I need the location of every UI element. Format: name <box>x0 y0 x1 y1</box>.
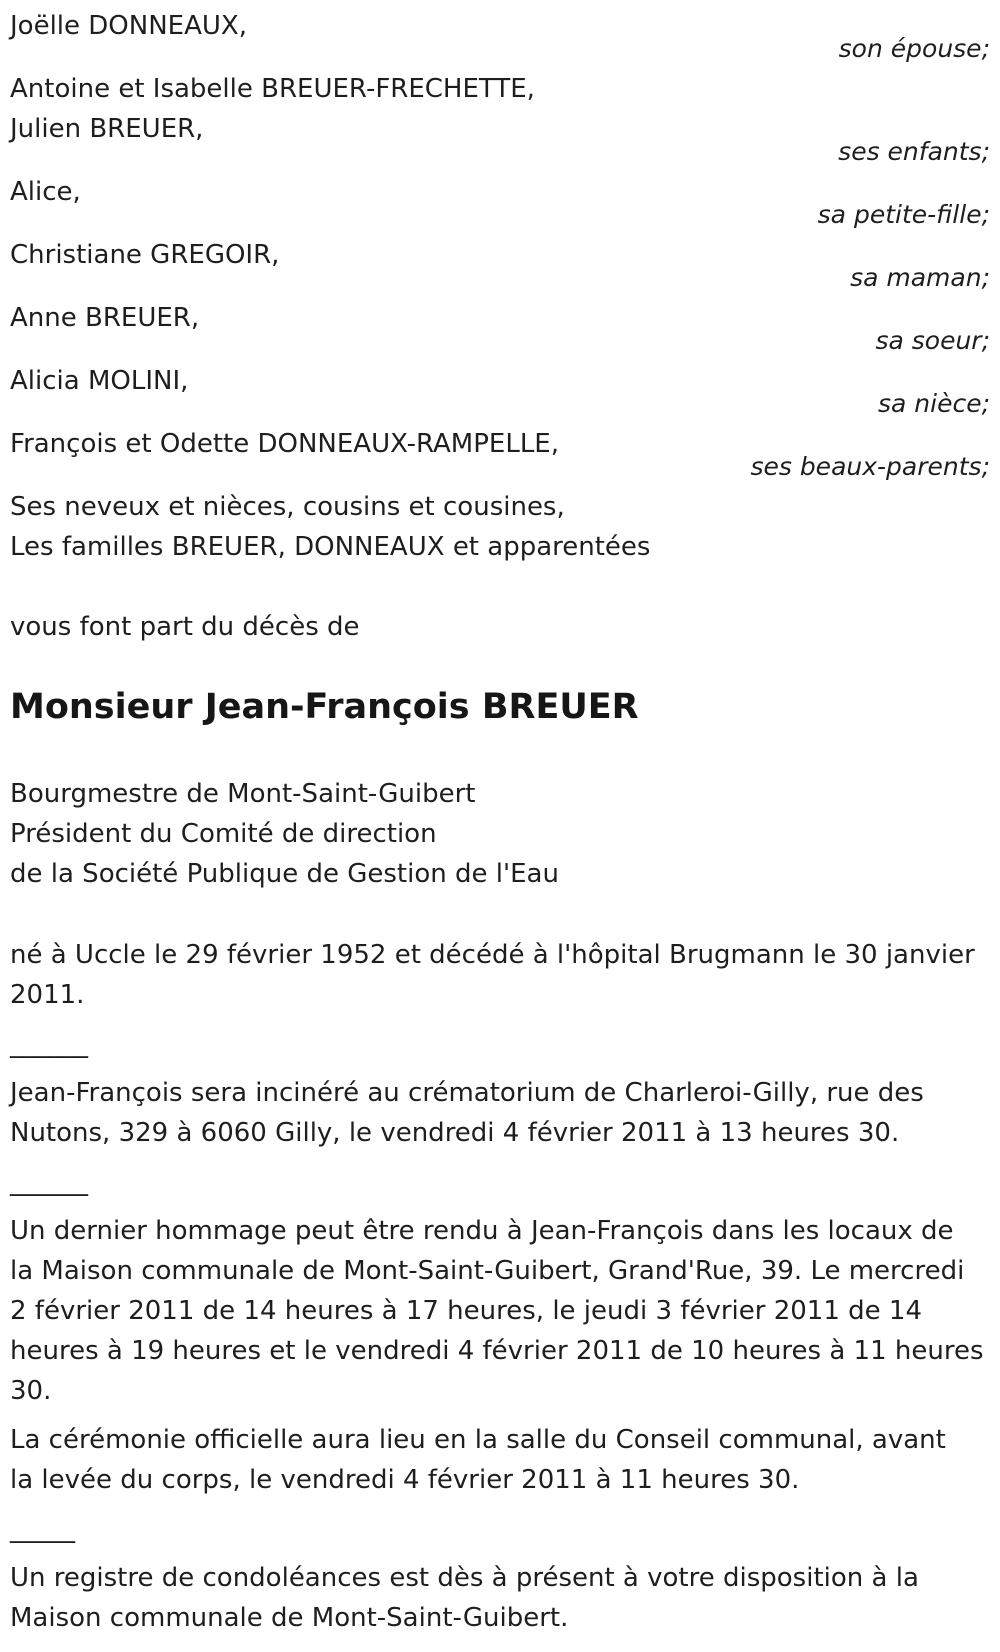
family-relation: sa petite-fille; <box>817 200 990 229</box>
paragraph-line: la Maison communale de Mont-Saint-Guibert, Grand'Rue, 39. Le mercredi <box>10 1256 965 1286</box>
family-relation: ses enfants; <box>838 137 990 166</box>
paragraph-line: Maison communale de Mont-Saint-Guibert. <box>10 1603 569 1633</box>
paragraph-line: Nutons, 329 à 6060 Gilly, le vendredi 4 février 2011 à 13 heures 30. <box>10 1118 900 1148</box>
family-member-name: Anne BREUER, <box>10 303 200 333</box>
family-member-name: Julien BREUER, <box>10 114 204 144</box>
family-group-niece <box>10 361 990 417</box>
announcement-text: vous font part du décès de <box>10 612 360 642</box>
family-relation: sa soeur; <box>875 326 990 355</box>
family-member-name: Alice, <box>10 177 81 207</box>
extended-family-line: Les familles BREUER, DONNEAUX et apparentées <box>10 532 651 562</box>
family-member-name: Antoine et Isabelle BREUER-FRECHETTE, <box>10 74 535 104</box>
extended-family-line: Ses neveux et nièces, cousins et cousines, <box>10 492 565 522</box>
birth-death-paragraph <box>10 935 990 1015</box>
family-member-name: François et Odette DONNEAUX-RAMPELLE, <box>10 429 559 459</box>
ceremony-paragraph <box>10 1420 990 1500</box>
family-relation: sa nièce; <box>877 389 990 418</box>
deceased-title-line: de la Société Publique de Gestion de l'Eau <box>10 859 559 889</box>
family-group-children <box>10 69 990 165</box>
family-member-name: Joëlle DONNEAUX, <box>10 11 247 41</box>
paragraph-line: heures à 19 heures et le vendredi 4 février 2011 de 10 heures à 11 heures <box>10 1336 984 1366</box>
deceased-name: Monsieur Jean-François BREUER <box>10 687 639 727</box>
tribute-paragraph <box>10 1211 990 1411</box>
family-group-spouse <box>10 6 990 62</box>
condolences-paragraph <box>10 1558 990 1638</box>
family-relation: ses beaux-parents; <box>750 452 990 481</box>
paragraph-line: Un registre de condoléances est dès à présent à votre disposition à la <box>10 1563 919 1593</box>
paragraph-line: la levée du corps, le vendredi 4 février 2011 à 11 heures 30. <box>10 1465 800 1495</box>
family-group-granddaughter <box>10 172 990 228</box>
family-relation: son épouse; <box>838 34 990 63</box>
deceased-title-line: Président du Comité de direction <box>10 819 437 849</box>
paragraph-line: 2011. <box>10 980 85 1010</box>
deceased-titles <box>10 774 990 894</box>
family-group-sister <box>10 298 990 354</box>
separator: ______ <box>10 1167 88 1197</box>
separator: ______ <box>10 1029 88 1059</box>
family-list <box>10 6 990 480</box>
paragraph-line: Un dernier hommage peut être rendu à Jean-François dans les locaux de <box>10 1216 954 1246</box>
paragraph-line: La cérémonie officielle aura lieu en la salle du Conseil communal, avant <box>10 1425 946 1455</box>
deceased-title-line: Bourgmestre de Mont-Saint-Guibert <box>10 779 476 809</box>
paragraph-line: 2 février 2011 de 14 heures à 17 heures, le jeudi 3 février 2011 de 14 <box>10 1296 922 1326</box>
paragraph-line: 30. <box>10 1376 52 1406</box>
family-member-name: Alicia MOLINI, <box>10 366 189 396</box>
paragraph-line: né à Uccle le 29 février 1952 et décédé à l'hôpital Brugmann le 30 janvier <box>10 940 975 970</box>
family-group-mother <box>10 235 990 291</box>
family-relation: sa maman; <box>850 263 990 292</box>
family-member-name: Christiane GREGOIR, <box>10 240 280 270</box>
cremation-paragraph <box>10 1073 990 1153</box>
paragraph-line: Jean-François sera incinéré au crématorium de Charleroi-Gilly, rue des <box>10 1078 924 1108</box>
separator: _____ <box>10 1514 75 1544</box>
extended-family <box>10 487 990 567</box>
family-group-parents-in-law <box>10 424 990 480</box>
